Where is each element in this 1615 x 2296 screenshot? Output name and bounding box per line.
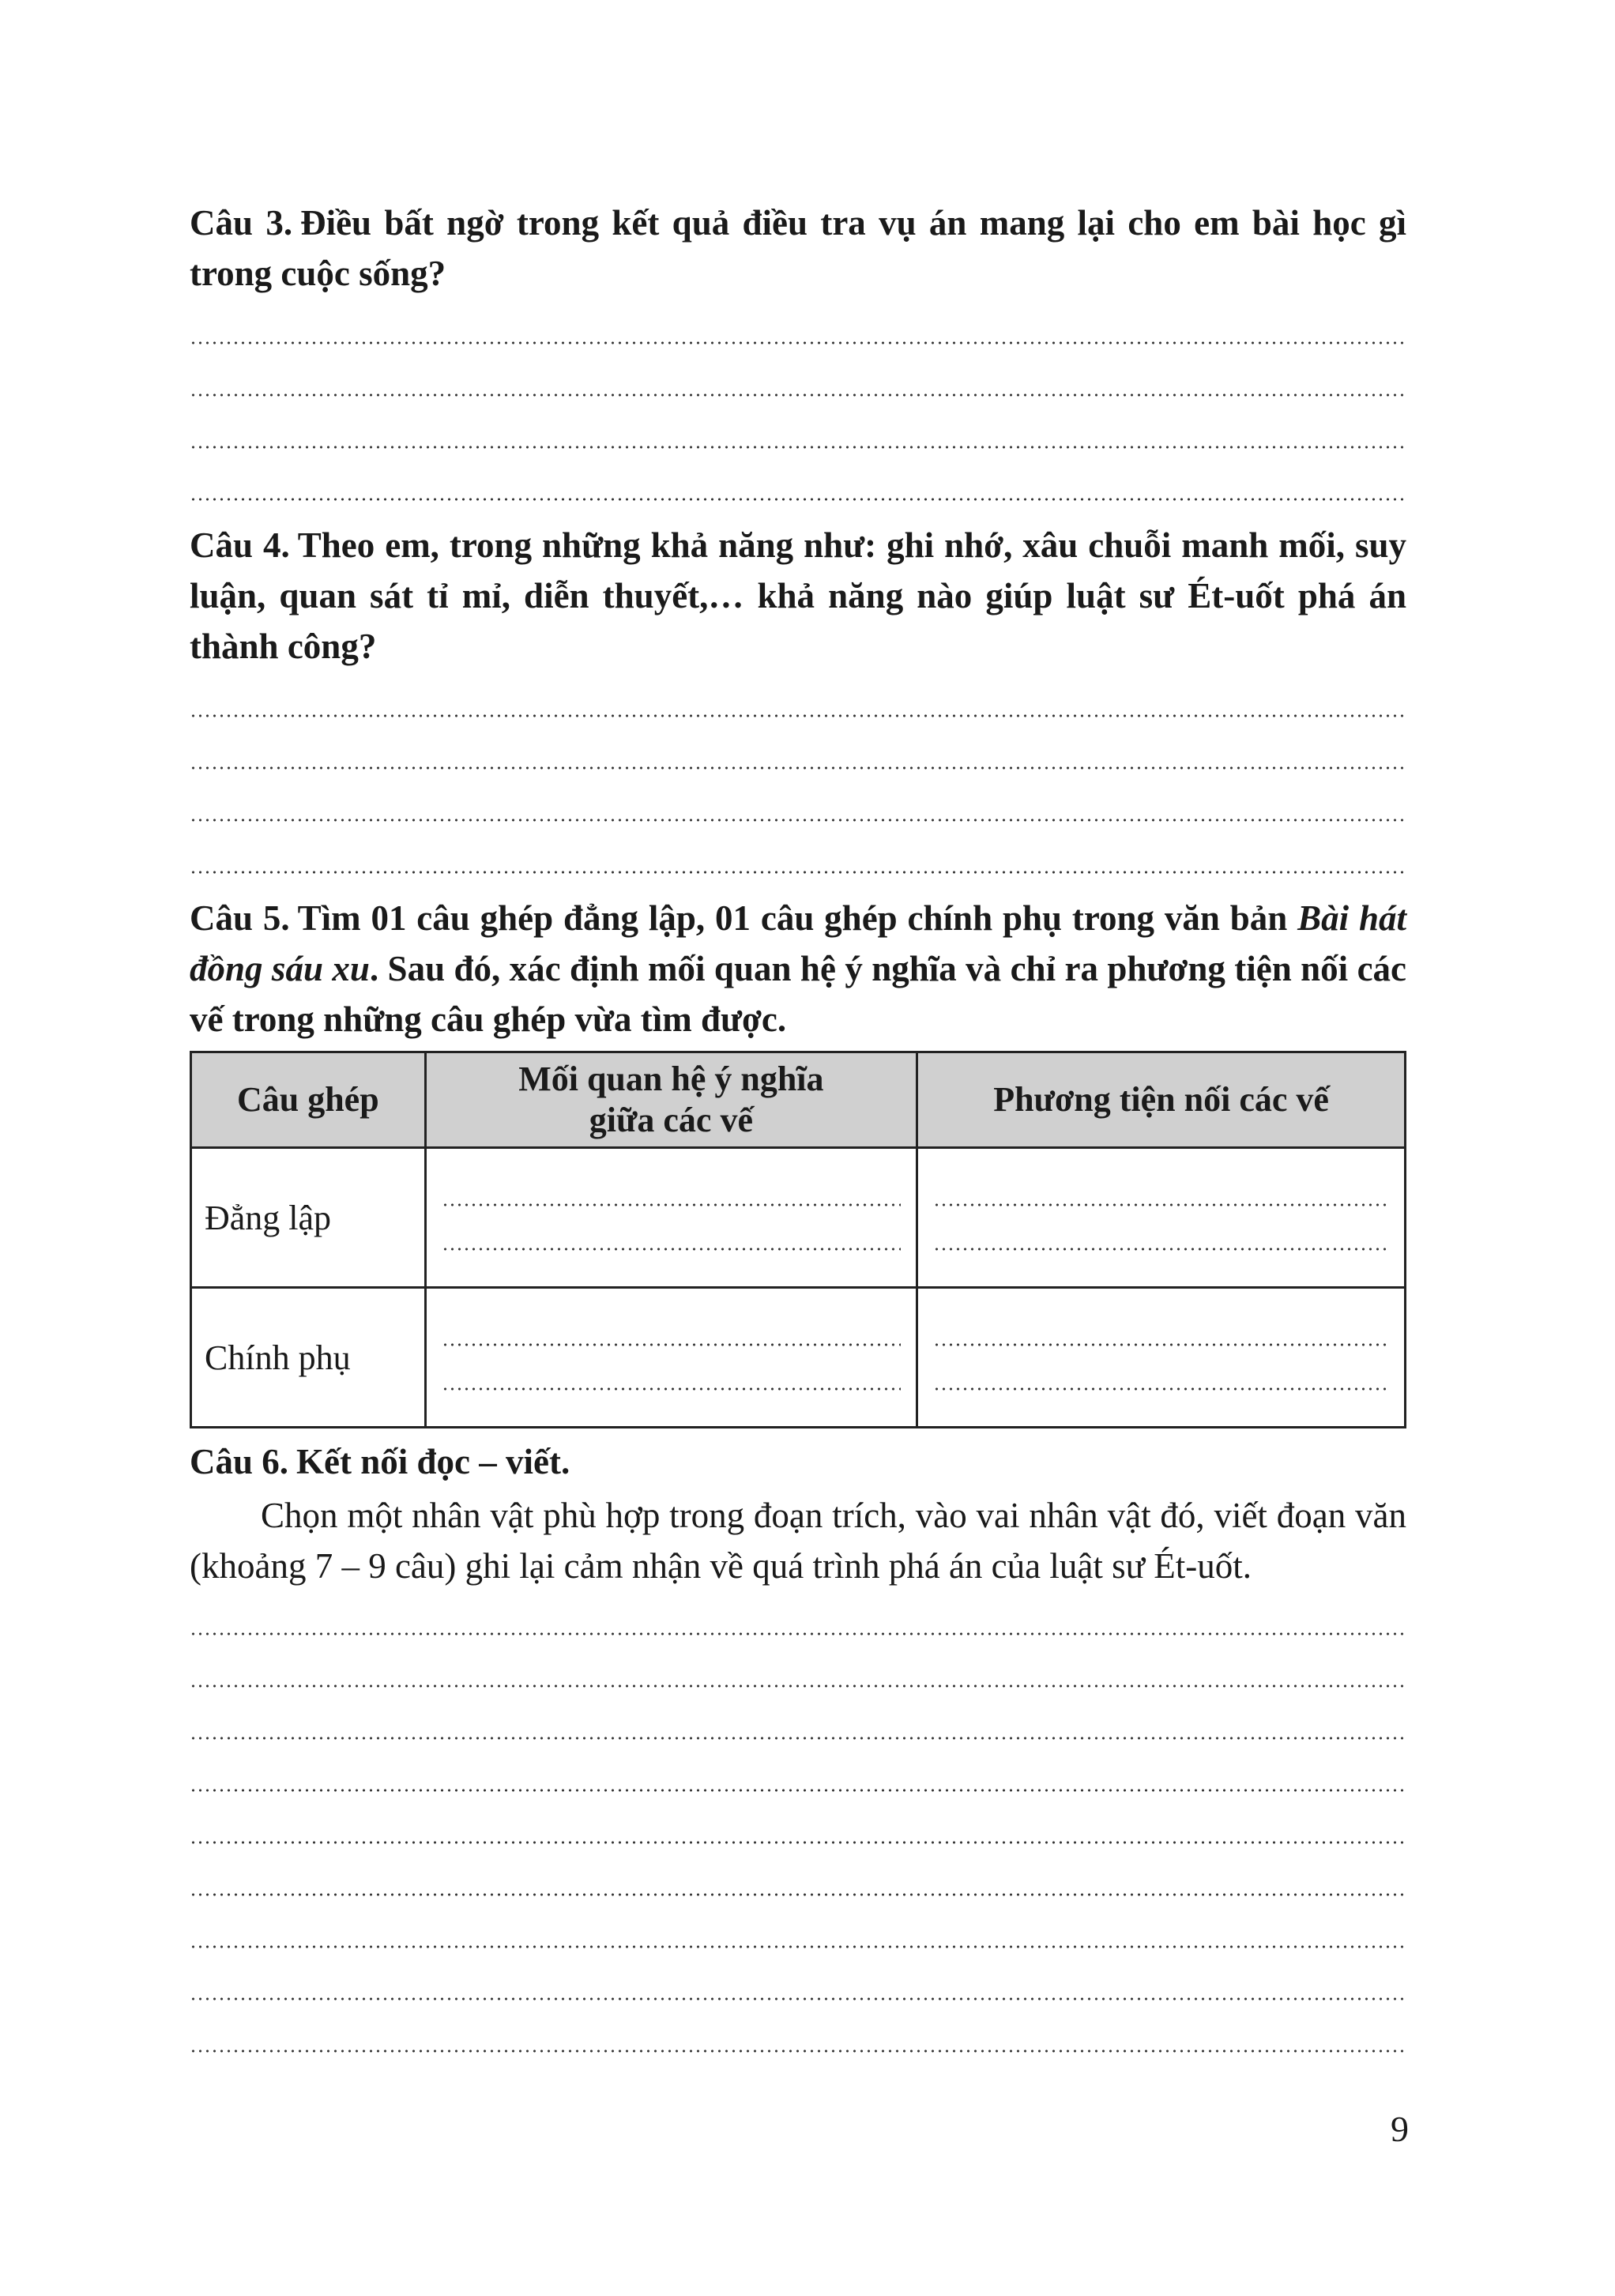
answer-line[interactable] [190,1959,1406,2012]
answer-line[interactable] [190,1594,1406,1647]
answer-line[interactable] [190,303,1406,356]
question-5-text-before: Tìm 01 câu ghép đẳng lập, 01 câu ghép chính phụ trong văn bản [297,898,1288,938]
question-3-text: Điều bất ngờ trong kết quả điều tra vụ án mang lại cho em bài học gì trong cuộc sống? [190,203,1407,293]
answer-line[interactable] [933,1357,1389,1402]
page-number: 9 [1391,2109,1409,2149]
row-label-coordinate: Đẳng lập [191,1148,426,1288]
answer-line[interactable] [442,1218,901,1262]
answer-line[interactable] [190,356,1406,408]
answer-line[interactable] [190,1699,1406,1751]
answer-lines-q6[interactable] [190,1594,1406,2064]
answer-lines-q4[interactable] [190,676,1406,885]
table-header-sentence: Câu ghép [191,1052,426,1148]
answer-line[interactable] [190,1855,1406,1907]
answer-line[interactable] [442,1313,901,1357]
table-header-row [191,1052,1406,1148]
answer-line[interactable] [190,460,1406,512]
answer-lines-q3[interactable] [190,303,1406,512]
answer-line[interactable] [190,2012,1406,2064]
answer-line[interactable] [190,676,1406,728]
answer-line[interactable] [190,1751,1406,1803]
question-6-body: Chọn một nhân vật phù hợp trong đoạn trích, vào vai nhân vật đó, viết đoạn văn (khoảng 7 – 9 câu) ghi lại cảm nhận về quá trình phá án của luật sư Ét-uốt. [190,1496,1406,1586]
table-cell-answer[interactable] [917,1288,1406,1428]
question-3-label: Câu 3. [190,203,293,243]
question-5-text-after: . Sau đó, xác định mối quan hệ ý nghĩa và chỉ ra phương tiện nối các vế trong những câu ghép vừa tìm được. [190,949,1407,1039]
answer-line[interactable] [933,1313,1389,1357]
question-6 [190,1436,1406,1487]
answer-line[interactable] [442,1173,901,1218]
answer-line[interactable] [190,781,1406,833]
question-5-label: Câu 5. [190,898,290,938]
answer-line[interactable] [190,1803,1406,1855]
answer-line[interactable] [933,1173,1389,1218]
question-4-label: Câu 4. [190,525,290,565]
answer-line[interactable] [190,833,1406,885]
row-label-subordinate: Chính phụ [191,1288,426,1428]
table-row [191,1148,1406,1288]
table-cell-answer[interactable] [425,1288,917,1428]
question-4-text: Theo em, trong những khả năng như: ghi nhớ, xâu chuỗi manh mối, suy luận, quan sát tỉ mỉ, diễn thuyết,… khả năng nào giúp luật sư Ét-uốt phá án thành công? [190,525,1406,666]
table-header-relation: Mối quan hệ ý nghĩa giữa các vế [425,1052,917,1148]
compound-sentence-table [190,1051,1406,1428]
table-cell-answer[interactable] [425,1148,917,1288]
answer-line[interactable] [190,1907,1406,1959]
question-6-title: Kết nối đọc – viết. [296,1442,570,1481]
table-header-connector: Phương tiện nối các vế [917,1052,1406,1148]
question-4 [190,520,1406,672]
question-6-label: Câu 6. [190,1442,289,1481]
table-row [191,1288,1406,1428]
question-5-italic-title: Bài hát đồng sáu xu [190,898,1407,988]
question-5 [190,893,1406,1044]
answer-line[interactable] [190,408,1406,460]
question-3 [190,198,1406,299]
answer-line[interactable] [190,728,1406,781]
answer-line[interactable] [442,1357,901,1402]
answer-line[interactable] [190,1647,1406,1699]
worksheet-page [190,198,1406,2064]
answer-line[interactable] [933,1218,1389,1262]
table-cell-answer[interactable] [917,1148,1406,1288]
